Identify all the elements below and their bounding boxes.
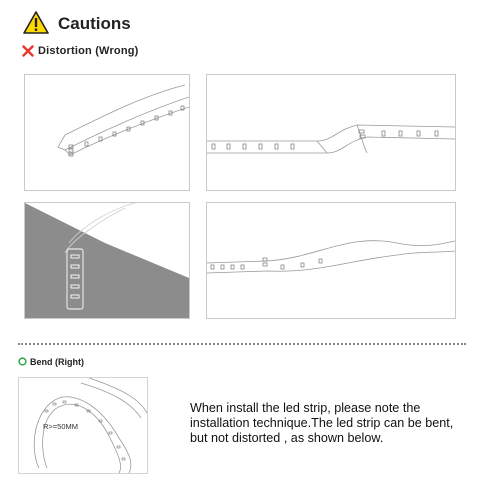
right-circle-icon (18, 357, 27, 366)
strip-on-surface-illustration (25, 203, 189, 318)
twisted-strip-illustration-2 (207, 75, 455, 190)
distortion-panel-4 (206, 202, 456, 319)
right-label: Bend (Right) (30, 357, 84, 367)
distortion-panel-2 (206, 74, 456, 191)
distortion-panel-3 (24, 202, 190, 319)
twisted-strip-illustration-3 (207, 203, 455, 318)
page-title: Cautions (58, 14, 131, 33)
dotted-divider (18, 343, 466, 345)
bent-strip-illustration (19, 378, 147, 473)
twisted-strip-illustration-1 (25, 75, 189, 190)
bend-panel (18, 377, 148, 474)
wrong-label: Distortion (Wrong) (38, 45, 139, 57)
installation-note: When install the led strip, please note the installation technique.The led strip can be bent, but not distorted , as shown below. (190, 401, 454, 445)
warning-triangle-icon (23, 11, 49, 34)
radius-label: R>=50MM (43, 422, 79, 431)
wrong-x-icon (22, 45, 34, 57)
distortion-panel-1 (24, 74, 190, 191)
